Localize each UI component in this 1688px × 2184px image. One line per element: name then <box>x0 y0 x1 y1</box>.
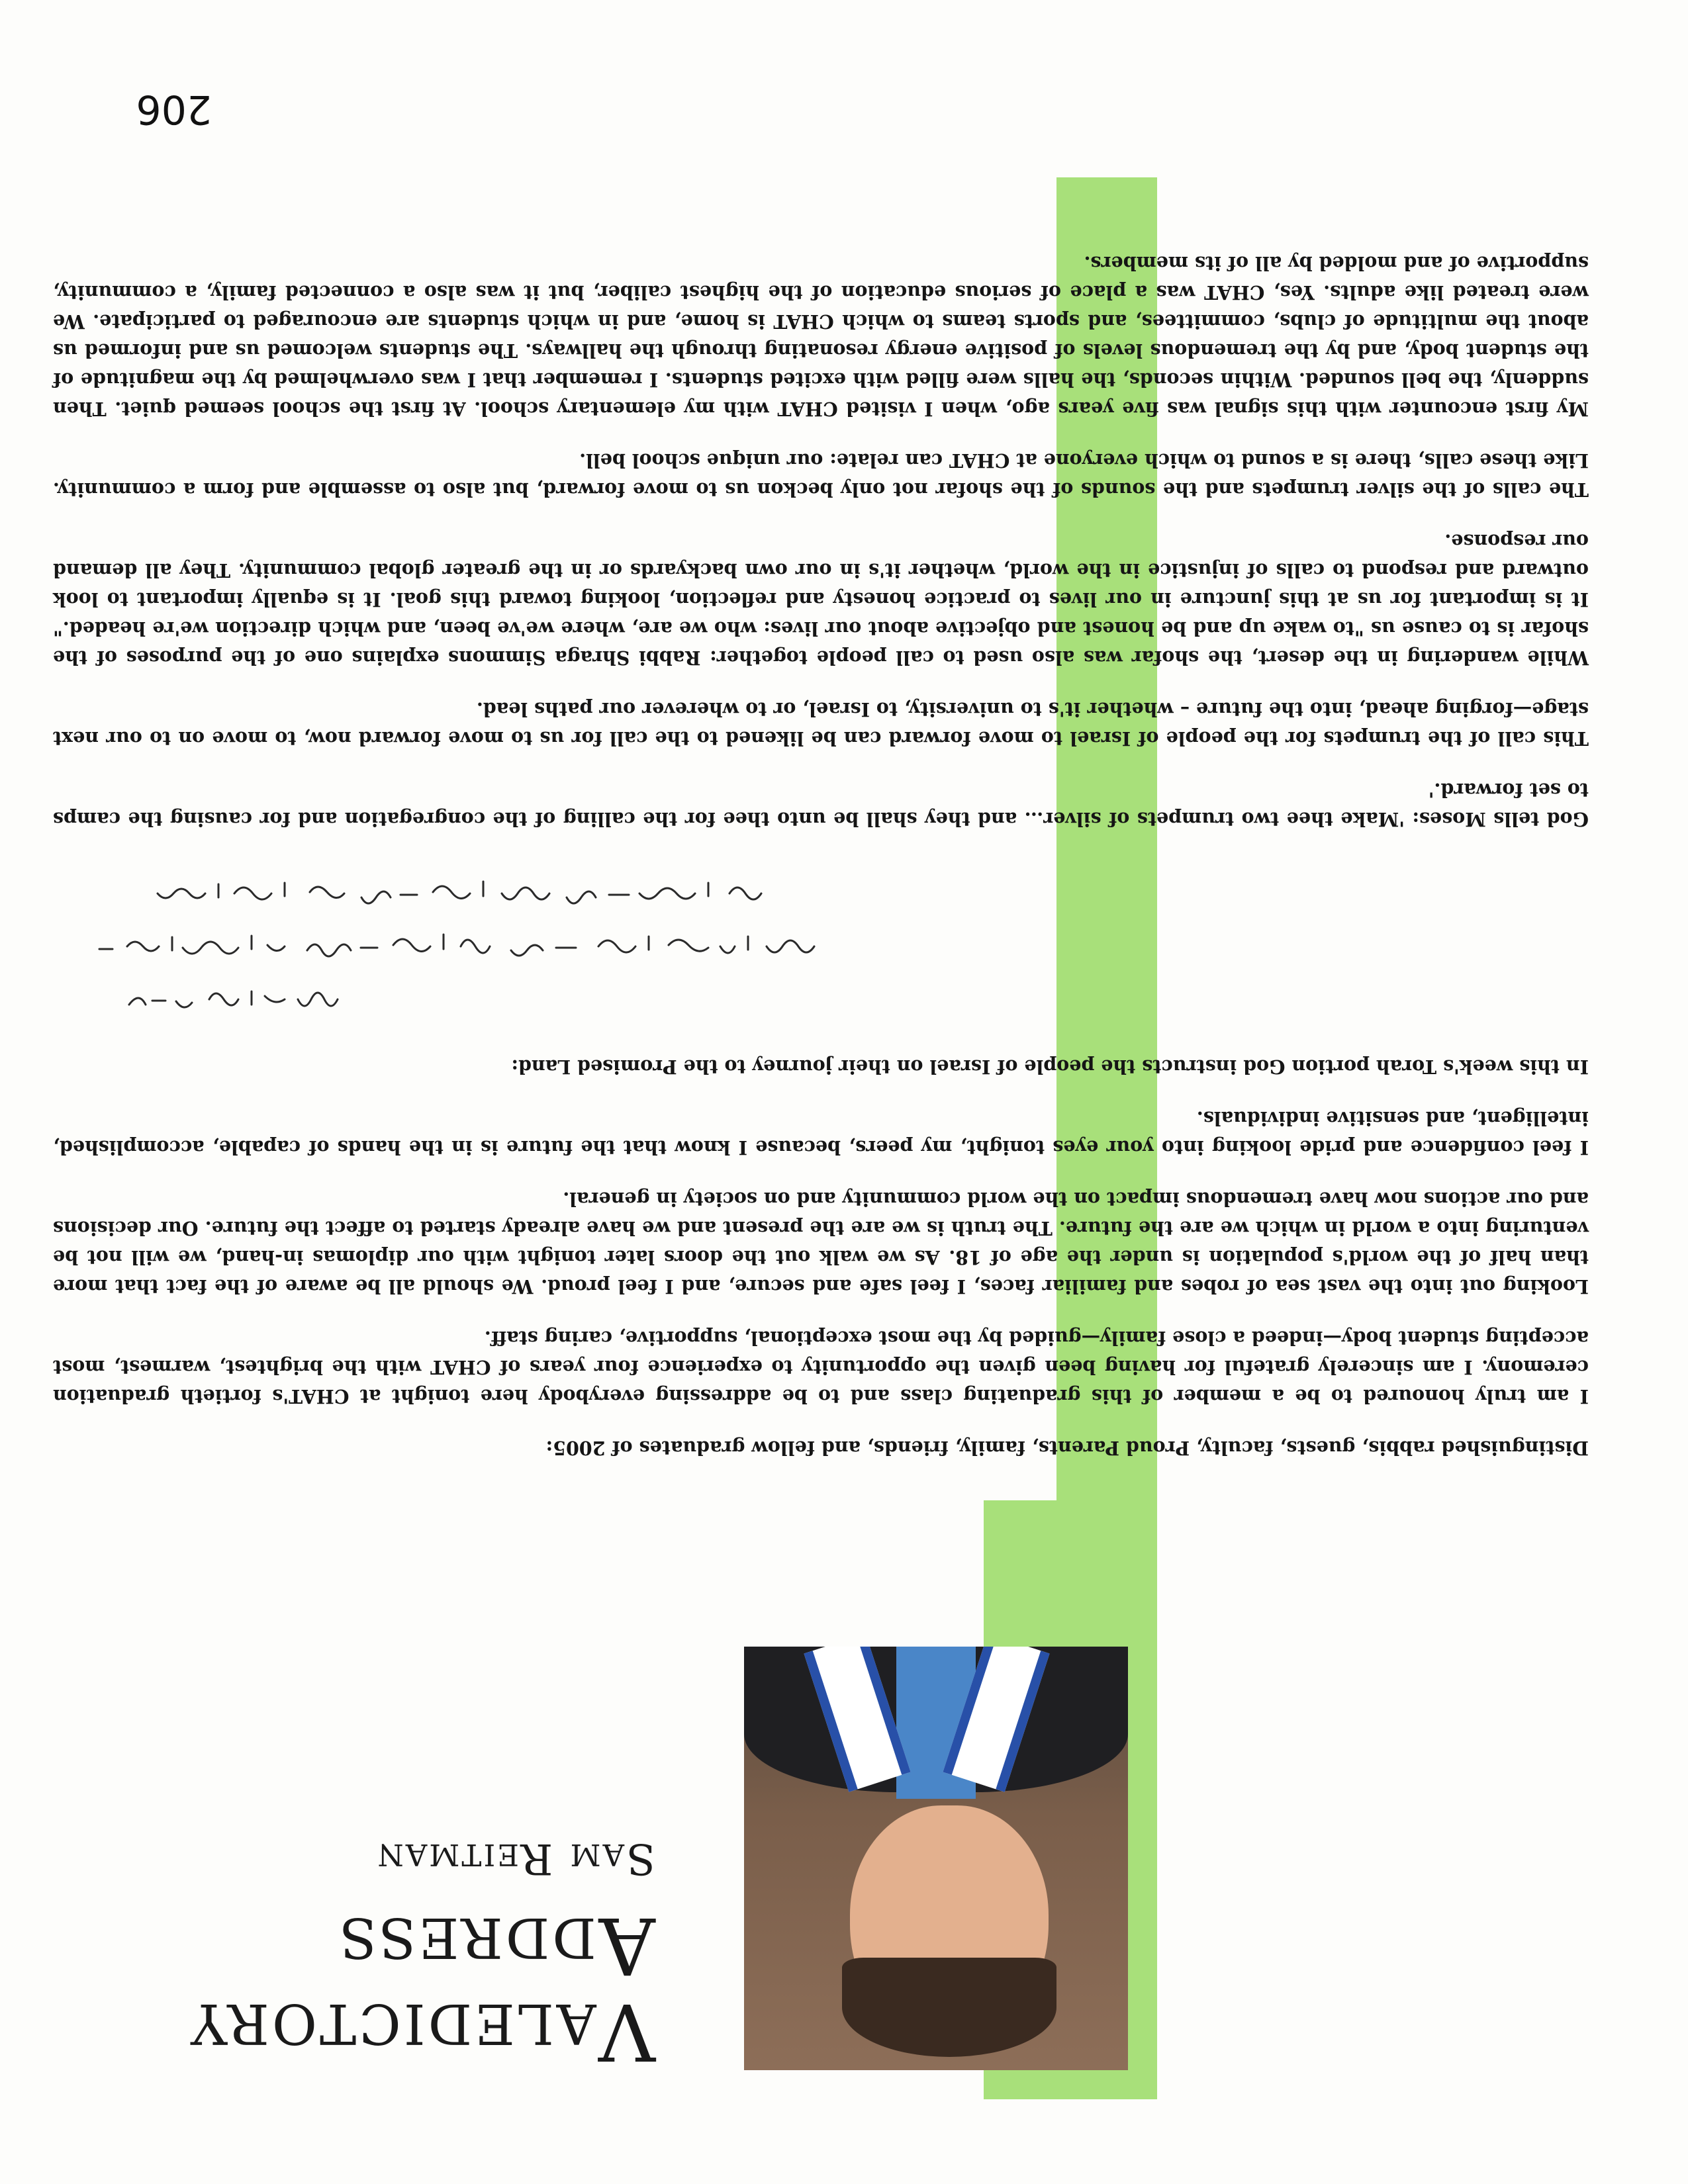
salutation: Distinguished rabbis, guests, faculty, Proud Parents, family, friends, and fellow graduates of 2005: <box>545 1437 1589 1459</box>
portrait-photo <box>744 1647 1128 2070</box>
paragraph: The calls of the silver trumpets and the sounds of the shofar not only beckon us to move forward, but also to assemble and form a community. Like these calls, there is a sound to which everyone at CHAT can relate: our unique school bell. <box>53 449 1589 501</box>
paragraph: This call of the trumpets for the people of Israel to move forward can be likened to the call for us to move forward now, to move on to our next stage—forging ahead, into the future – whether it's to university, to Israel, or to wherever our paths lead. <box>53 698 1589 750</box>
page-number: 206 <box>136 86 212 132</box>
speech-body <box>53 226 1589 1463</box>
paragraph: My first encounter with this signal was five years ago, when I visited CHAT with my elementary school. At first the school seemed quiet. Then suddenly, the bell sounded. Within seconds, the halls were filled with excited students. I remember that I was overwhelmed by the magnitude of the student body, and by the tremendous levels of positive energy resonating through the hallways. The students welcomed us and informed us about the multitude of clubs, committees, and sports teams to which CHAT is home, and in which students are encouraged to participate. We were treated like adults. Yes, CHAT was a place of serious education of the highest caliber, but it was also a connected family, a community, supportive of and molded by all of its members. <box>53 252 1589 420</box>
title-line-2: Address <box>336 1900 655 1991</box>
title-line-1: Valedictory <box>188 1986 655 2077</box>
paragraph: While wandering in the desert, the shofar was also used to call people together: Rabbi Shraga Simmons explains one of the purposes of the shofar is to cause us "to wake up and be honest and objective about our lives: who we are, where we've been, and which direction we're headed." It is important for us at this juncture in our lives to practice honesty and reflection, looking toward this goal. It is equally important to look outward and respond to calls of injustice in the world, whether it's in our own backyards or in the greater global community. They all demand our response. <box>53 530 1589 669</box>
paragraph: In this week's Torah portion God instructs the people of Israel on their journey to the Promised Land: <box>511 1056 1589 1078</box>
author-name: Sam Reitman <box>375 1834 655 1883</box>
handwritten-hebrew-note <box>73 854 841 1019</box>
paragraph: God tells Moses: 'Make thee two trumpets of silver… and they shall be unto thee for the calling of the congregation and for causing the camps to set forward.' <box>53 779 1589 831</box>
paragraph: Looking out into the vast sea of robes and familiar faces, I feel safe and secure, and I feel proud. We should all be aware of the fact that more than half of the world's population is under the age of 18. As we walk out the doors later tonight with our diplomas in-hand, we will not be venturing into a world in which we are the future. The truth is we are the present and we have already started to affect the future. Our decisions and our actions now have tremendous impact on the world community and on society in general. <box>53 1188 1589 1298</box>
paragraph: I am truly honoured to be a member of this graduating class and to be addressing everybody here tonight at CHAT's fortieth graduation ceremony. I am sincerely grateful for having been given the opportunity to experience four years of CHAT with the brightest, warmest, most accepting student body—indeed a close family—guided by the most exceptional, supportive, caring staff. <box>53 1327 1589 1408</box>
paragraph: I feel confidence and pride looking into your eyes tonight, my peers, because I know that the future is in the hands of capable, accomplished, intelligent, and sensitive individuals. <box>53 1107 1589 1159</box>
title-block <box>20 1834 655 2075</box>
